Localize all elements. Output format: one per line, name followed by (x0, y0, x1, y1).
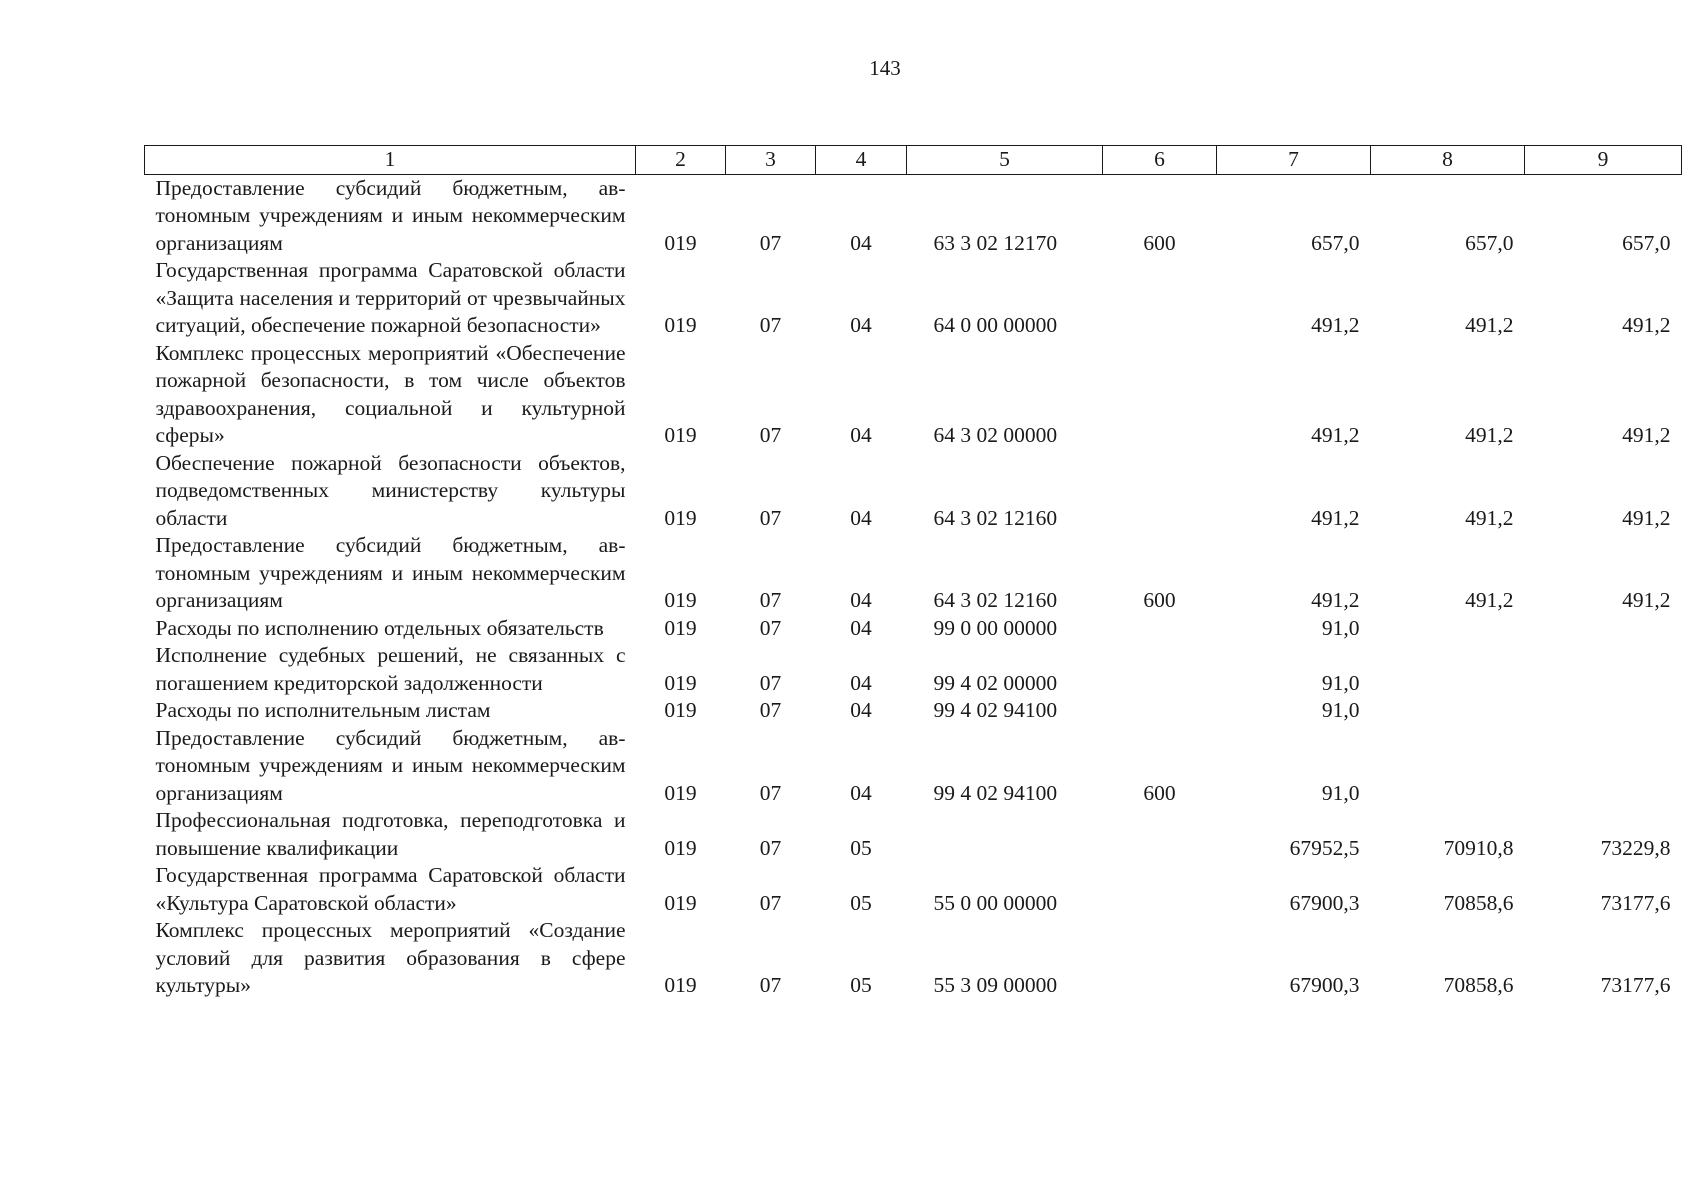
admin-code-cell: 019 (664, 615, 697, 640)
section-cell: 07 (759, 670, 782, 695)
table-row (145, 862, 1682, 917)
budget-table (144, 145, 1682, 1000)
section-cell: 07 (759, 890, 782, 915)
section-cell: 07 (759, 615, 782, 640)
expense-type-cell (1103, 450, 1217, 533)
subsection-cell: 04 (850, 230, 872, 255)
admin-code-cell: 019 (664, 973, 697, 997)
admin-code-cell: 019 (664, 835, 697, 860)
description-cell: Расходы по исполнительным листам (155, 698, 491, 722)
target-article-cell: 63 3 02 12170 (933, 230, 1058, 255)
subsection-cell: 04 (850, 780, 872, 805)
table-row (145, 697, 1682, 725)
subsection-cell: 04 (850, 588, 872, 612)
amount-cell: 70910,8 (1443, 835, 1514, 860)
amount-cell: 67900,3 (1289, 973, 1360, 997)
section-cell: 07 (759, 973, 782, 997)
description-cell: Государственная программа Саратовской области «Культура Саратовской области» (155, 863, 626, 915)
amount-cell: 657,0 (1465, 230, 1514, 255)
subsection-cell: 05 (850, 835, 872, 860)
description-cell: Предоставление субсидий бюджетным, автономным учреждениям и иным некоммерческим организациям (155, 725, 626, 805)
description-cell: Предоставление субсидий бюджетным, автономным учреждениям и иным некоммерческим организациям (155, 175, 626, 255)
amount-cell: 91,0 (1321, 780, 1360, 805)
expense-type-cell (1103, 697, 1217, 725)
description-cell: Обеспечение пожарной безопасности объектов, подведомственных министерству культуры области (155, 450, 626, 530)
expense-type-cell (1103, 862, 1217, 917)
expense-type-cell (1103, 642, 1217, 697)
subsection-cell: 04 (850, 505, 872, 530)
amount-cell: 491,2 (1622, 423, 1671, 447)
amount-cell: 491,2 (1622, 313, 1671, 337)
subsection-cell: 04 (850, 698, 872, 722)
expense-type-cell (1103, 340, 1217, 450)
expense-type-cell: 600 (1143, 588, 1176, 612)
amount-cell: 91,0 (1321, 698, 1360, 722)
amount-cell: 491,2 (1622, 505, 1671, 530)
expense-type-cell (1103, 917, 1217, 1000)
table-header (145, 146, 1682, 175)
table-row (145, 174, 1682, 257)
table-row (145, 615, 1682, 643)
subsection-cell: 05 (850, 890, 872, 915)
column-header: 3 (726, 146, 816, 175)
target-article-cell: 55 0 00 00000 (933, 890, 1058, 915)
amount-cell: 73229,8 (1600, 835, 1671, 860)
table-row (145, 532, 1682, 615)
target-article-cell: 99 0 00 00000 (933, 615, 1058, 640)
target-article-cell: 99 4 02 94100 (933, 698, 1058, 722)
amount-cell: 657,0 (1311, 230, 1360, 255)
amount-cell (1525, 725, 1682, 808)
admin-code-cell: 019 (664, 423, 697, 447)
amount-cell: 491,2 (1465, 423, 1514, 447)
description-cell: Комплекс процессных мероприятий «Создание условий для развития образования в сфере культуры» (155, 918, 626, 997)
amount-cell: 70858,6 (1443, 973, 1514, 997)
table-row (145, 450, 1682, 533)
amount-cell: 67952,5 (1289, 835, 1360, 860)
amount-cell: 657,0 (1622, 230, 1671, 255)
amount-cell: 491,2 (1465, 588, 1514, 612)
description-cell: Государственная программа Саратовской области «Защита населения и территорий от чрезвычайных ситуаций, обеспечение пожарной безопасности» (155, 258, 626, 337)
subsection-cell: 05 (850, 973, 872, 997)
amount-cell: 491,2 (1311, 588, 1360, 612)
amount-cell: 491,2 (1465, 313, 1514, 337)
amount-cell: 491,2 (1311, 313, 1360, 337)
column-header: 2 (636, 146, 726, 175)
amount-cell: 491,2 (1622, 588, 1671, 612)
amount-cell: 67900,3 (1289, 890, 1360, 915)
section-cell: 07 (759, 313, 782, 337)
subsection-cell: 04 (850, 423, 872, 447)
subsection-cell: 04 (850, 615, 872, 640)
column-header: 1 (145, 146, 636, 175)
table-body (145, 174, 1682, 1000)
description-cell: Комплекс процессных мероприятий «Обеспечение пожарной безопасности, в том числе объектов здравоохранения, социальной и культурной сферы» (155, 340, 626, 447)
column-header: 8 (1371, 146, 1525, 175)
amount-cell (1525, 697, 1682, 725)
admin-code-cell: 019 (664, 505, 697, 530)
section-cell: 07 (759, 588, 782, 612)
section-cell: 07 (759, 505, 782, 530)
expense-type-cell: 600 (1143, 230, 1176, 255)
expense-type-cell (1103, 257, 1217, 340)
target-article-cell: 64 3 02 12160 (933, 505, 1058, 530)
admin-code-cell: 019 (664, 698, 697, 722)
subsection-cell: 04 (850, 313, 872, 337)
admin-code-cell: 019 (664, 670, 697, 695)
amount-cell: 491,2 (1311, 423, 1360, 447)
table-row (145, 917, 1682, 1000)
target-article-cell: 55 3 09 00000 (933, 973, 1058, 997)
description-cell: Исполнение судебных решений, не связанных с погашением кредиторской задолженности (155, 643, 626, 695)
target-article-cell: 99 4 02 94100 (933, 780, 1058, 805)
table-row (145, 807, 1682, 862)
expense-type-cell (1103, 615, 1217, 643)
amount-cell: 73177,6 (1600, 973, 1671, 997)
subsection-cell: 04 (850, 670, 872, 695)
amount-cell (1525, 615, 1682, 643)
admin-code-cell: 019 (664, 890, 697, 915)
expense-type-cell (1103, 807, 1217, 862)
expense-type-cell: 600 (1143, 780, 1176, 805)
table-row (145, 642, 1682, 697)
column-header: 5 (907, 146, 1103, 175)
section-cell: 07 (759, 835, 782, 860)
amount-cell: 70858,6 (1443, 890, 1514, 915)
amount-cell: 91,0 (1321, 670, 1360, 695)
target-article-cell: 64 3 02 00000 (933, 423, 1058, 447)
section-cell: 07 (759, 780, 782, 805)
amount-cell (1371, 725, 1525, 808)
target-article-cell: 64 0 00 00000 (933, 313, 1058, 337)
section-cell: 07 (759, 423, 782, 447)
table-row (145, 257, 1682, 340)
amount-cell (1371, 642, 1525, 697)
amount-cell: 491,2 (1465, 505, 1514, 530)
description-cell: Профессиональная подготовка, переподготовка и повышение квалификации (155, 808, 626, 860)
page-number: 143 (869, 56, 901, 80)
column-header: 6 (1103, 146, 1217, 175)
description-cell: Предоставление субсидий бюджетным, автономным учреждениям и иным некоммерческим организациям (155, 533, 626, 612)
admin-code-cell: 019 (664, 780, 697, 805)
column-header: 7 (1217, 146, 1371, 175)
amount-cell: 91,0 (1321, 615, 1360, 640)
amount-cell (1525, 642, 1682, 697)
amount-cell (1371, 697, 1525, 725)
admin-code-cell: 019 (664, 230, 697, 255)
amount-cell (1371, 615, 1525, 643)
admin-code-cell: 019 (664, 313, 697, 337)
column-header: 9 (1525, 146, 1682, 175)
description-cell: Расходы по исполнению отдельных обязательств (155, 615, 604, 640)
header-row (145, 146, 1682, 175)
target-article-cell: 99 4 02 00000 (933, 670, 1058, 695)
column-header: 4 (816, 146, 907, 175)
table-row (145, 725, 1682, 808)
target-article-cell: 64 3 02 12160 (933, 588, 1058, 612)
section-cell: 07 (759, 698, 782, 722)
section-cell: 07 (759, 230, 782, 255)
admin-code-cell: 019 (664, 588, 697, 612)
amount-cell: 491,2 (1311, 505, 1360, 530)
table-row (145, 340, 1682, 450)
target-article-cell (907, 807, 1103, 862)
amount-cell: 73177,6 (1600, 890, 1671, 915)
